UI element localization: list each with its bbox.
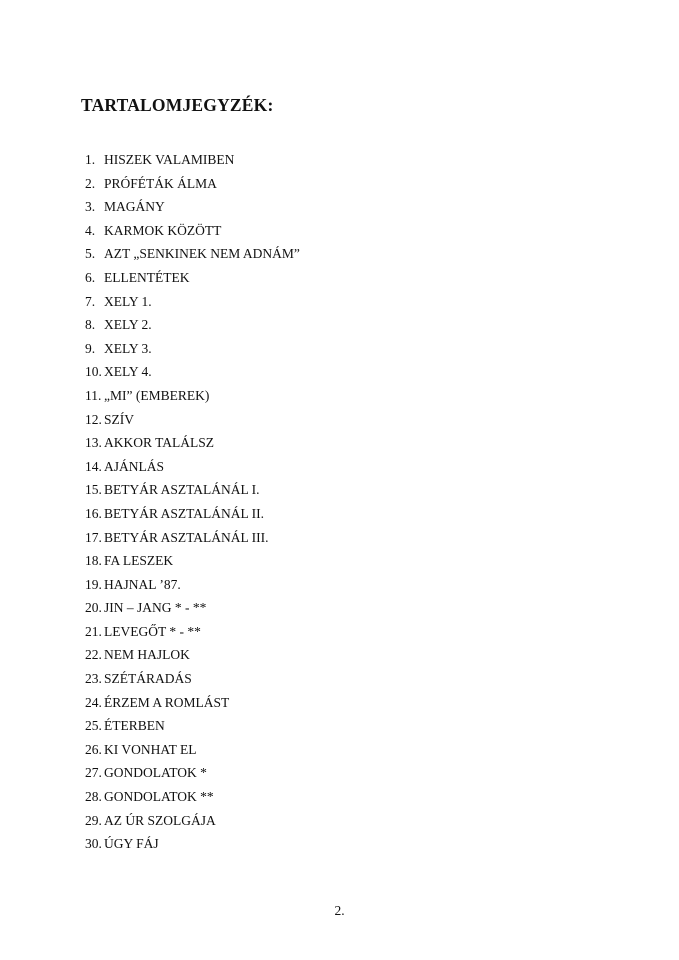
toc-item-label: XELY 3. [104, 340, 152, 356]
toc-item [85, 384, 300, 408]
toc-item-number: 28. [85, 789, 102, 805]
toc-item-number: 17. [85, 529, 102, 545]
toc-item-label: FA LESZEK [104, 553, 174, 569]
toc-item-label: KI VONHAT EL [104, 741, 197, 757]
toc-item-number: 6. [85, 269, 96, 285]
toc-item-label: SZÍV [104, 411, 134, 427]
toc-item [85, 785, 300, 809]
toc-item-label: ÉTERBEN [104, 718, 165, 734]
toc-item [85, 455, 300, 479]
toc-item-label: BETYÁR ASZTALÁNÁL I. [104, 482, 260, 498]
toc-item [85, 620, 300, 644]
toc-item-number: 22. [85, 647, 102, 663]
toc-item-number: 29. [85, 812, 102, 828]
toc-item-number: 25. [85, 718, 102, 734]
toc-item-number: 13. [85, 435, 102, 451]
toc-item [85, 313, 300, 337]
table-of-contents [85, 148, 300, 856]
toc-item-number: 23. [85, 671, 102, 687]
toc-item-number: 18. [85, 553, 102, 569]
toc-item-label: LEVEGŐT * - ** [104, 623, 201, 639]
toc-item-number: 2. [85, 175, 96, 191]
toc-item-number: 24. [85, 694, 102, 710]
toc-item-label: GONDOLATOK * [104, 765, 207, 781]
page-title: TARTALOMJEGYZÉK: [81, 95, 274, 115]
toc-item [85, 596, 300, 620]
toc-item [85, 667, 300, 691]
toc-item-number: 3. [85, 199, 96, 215]
toc-item-number: 16. [85, 505, 102, 521]
toc-item-number: 15. [85, 482, 102, 498]
toc-item-label: MAGÁNY [104, 199, 165, 215]
toc-item-label: XELY 4. [104, 364, 152, 380]
toc-item-number: 12. [85, 411, 102, 427]
toc-item [85, 761, 300, 785]
toc-item [85, 714, 300, 738]
toc-item-label: JIN – JANG * - ** [104, 600, 207, 616]
toc-item [85, 643, 300, 667]
toc-item-label: SZÉTÁRADÁS [104, 671, 192, 687]
toc-item-label: PRÓFÉTÁK ÁLMA [104, 175, 217, 191]
toc-item-label: XELY 1. [104, 293, 152, 309]
toc-item-number: 1. [85, 152, 96, 167]
toc-item [85, 148, 300, 172]
toc-item-number: 11. [85, 387, 102, 403]
toc-item-number: 5. [85, 246, 96, 262]
toc-item-label: AJÁNLÁS [104, 458, 165, 474]
toc-item-number: 21. [85, 623, 102, 639]
toc-item [85, 478, 300, 502]
toc-item-label: HISZEK VALAMIBEN [104, 152, 235, 167]
toc-item [85, 549, 300, 573]
toc-item [85, 242, 300, 266]
toc-item-label: AKKOR TALÁLSZ [104, 435, 215, 451]
toc-item-label: XELY 2. [104, 317, 152, 333]
toc-item [85, 337, 300, 361]
toc-item [85, 219, 300, 243]
toc-item-label: ÚGY FÁJ [104, 836, 159, 852]
toc-item-number: 9. [85, 340, 96, 356]
toc-item-number: 10. [85, 364, 102, 380]
toc-item-number: 19. [85, 576, 102, 592]
toc-item-label: BETYÁR ASZTALÁNÁL III. [104, 529, 269, 545]
toc-item [85, 431, 300, 455]
toc-item-label: HAJNAL ’87. [104, 576, 181, 592]
toc-item-number: 8. [85, 317, 96, 333]
toc-item-number: 27. [85, 765, 102, 781]
toc-item-label: NEM HAJLOK [104, 647, 190, 663]
toc-item [85, 502, 300, 526]
toc-item-label: KARMOK KÖZÖTT [104, 222, 222, 238]
toc-item-label: BETYÁR ASZTALÁNÁL II. [104, 505, 265, 521]
toc-item-number: 30. [85, 836, 102, 852]
toc-item-label: AZT „SENKINEK NEM ADNÁM” [104, 246, 300, 262]
toc-item [85, 408, 300, 432]
toc-item [85, 266, 300, 290]
toc-item-label: GONDOLATOK ** [104, 789, 214, 805]
toc-item-label: ÉRZEM A ROMLÁST [104, 694, 230, 710]
toc-item [85, 738, 300, 762]
toc-item [85, 526, 300, 550]
toc-item [85, 691, 300, 715]
toc-item-label: AZ ÚR SZOLGÁJA [104, 812, 216, 828]
toc-item-number: 14. [85, 458, 102, 474]
toc-item-number: 20. [85, 600, 102, 616]
page-number: 2. [334, 903, 345, 918]
toc-item [85, 172, 300, 196]
toc-item [85, 195, 300, 219]
toc-item-label: „MI” (EMBEREK) [104, 387, 210, 403]
toc-item [85, 360, 300, 384]
toc-item [85, 573, 300, 597]
toc-item [85, 290, 300, 314]
toc-item-label: ELLENTÉTEK [104, 269, 190, 285]
toc-item-number: 4. [85, 222, 96, 238]
toc-item [85, 832, 300, 856]
toc-item-number: 7. [85, 293, 96, 309]
toc-item [85, 809, 300, 833]
toc-item-number: 26. [85, 741, 102, 757]
